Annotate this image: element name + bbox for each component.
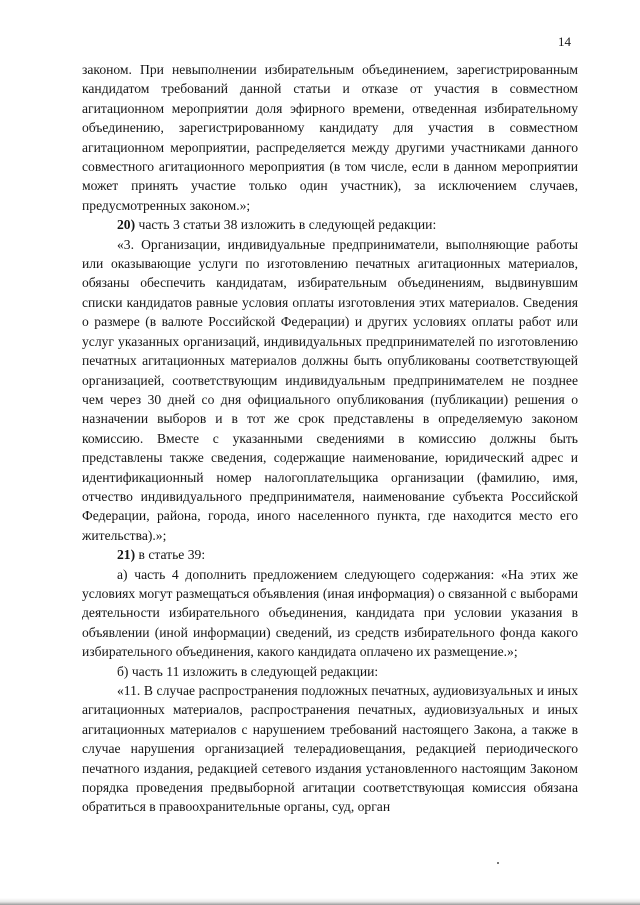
paragraph-text: б) часть 11 изложить в следующей редакции: <box>117 663 379 679</box>
paragraph-5 <box>82 565 578 662</box>
paragraph-2 <box>82 215 578 234</box>
scan-artifact <box>497 862 499 864</box>
paragraph-3 <box>82 235 578 546</box>
document-body <box>82 60 578 817</box>
paragraph-6 <box>82 662 578 681</box>
paragraph-1 <box>82 60 578 215</box>
item-number: 20) <box>117 217 136 233</box>
page-number: 14 <box>558 34 571 49</box>
paragraph-text: часть 3 статьи 38 изложить в следующей редакции: <box>135 217 437 233</box>
paragraph-7 <box>82 681 578 817</box>
item-number: 21) <box>117 547 136 563</box>
paragraph-text: «3. Организации, индивидуальные предприниматели, выполняющие работы или оказывающие услуги по изготовлению печатных агитационных материалов, обязаны обеспечить кандидатам, избирательным объединениям, выдвинувшим списки кандидатов равные условия оплаты изготовления этих материалов. Сведения о размере (в валюте Российской Федерации) и других условиях оплаты работ или услуг указанных организаций, индивидуальных предпринимателей по изготовлению печатных агитационных материалов должны быть опубликованы соответствующей организацией, соответствующим индивидуальным предпринимателем не позднее чем через 30 дней со дня официального опубликования (публикации) решения о назначении выборов и в тот же срок представлены в определяемую законом комиссию. Вместе с указанными сведениями в комиссию должны быть представлены также сведения, содержащие наименование, юридический адрес и идентификационный номер налогоплательщика организации (фамилию, имя, отчество индивидуального предпринимателя, наименование субъекта Российской Федерации, района, города, иного населенного пункта, где находится место его жительства).»; <box>82 236 578 543</box>
scan-bottom-edge <box>0 898 640 905</box>
paragraph-text: «11. В случае распространения подложных печатных, аудиовизуальных и иных агитационных материалов, распространения печатных, аудиовизуальных и иных агитационных материалов с нарушением требований настоящего Закона, а также в случае нарушения организацией телерадиовещания, редакцией периодического печатного издания, редакцией сетевого издания установленного настоящим Законом порядка проведения предвыборной агитации соответствующая комиссия обязана обратиться в правоохранительные органы, суд, орган <box>82 683 578 815</box>
paragraph-text: а) часть 4 дополнить предложением следующего содержания: «На этих же условиях могут размещаться объявления (иная информация) о связанной с выборами деятельности избирательного объединения, кандидата при условии указания в объявлении (иной информации) сведений, из средств избирательного фонда какого избирательного объединения, какого кандидата оплачено их размещение.»; <box>82 566 578 660</box>
paragraph-text: законом. При невыполнении избирательным объединением, зарегистрированным кандидатом требований данной статьи и отказе от участия в совместном агитационном мероприятии доля эфирного времени, отведенная избирательному объединению, зарегистрированному кандидату для участия в совместном агитационном мероприятии, распределяется между другими участниками данного совместного агитационного мероприятия (в том числе, если в данном мероприятии может принять участие только один участник), за исключением случаев, предусмотренных законом.»; <box>82 62 578 213</box>
paragraph-text: в статье 39: <box>135 547 206 563</box>
paragraph-4 <box>82 545 578 564</box>
